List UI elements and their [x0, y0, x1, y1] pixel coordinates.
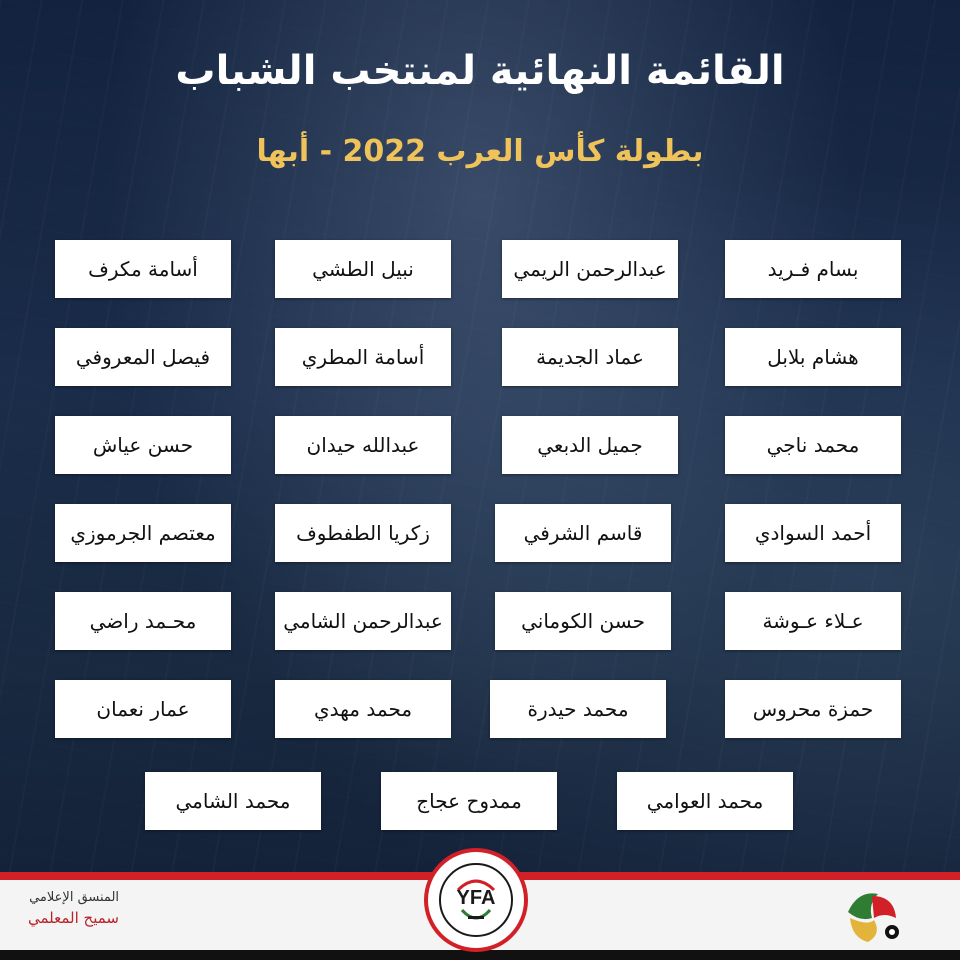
player-card: عبدالله حيدان: [275, 416, 451, 474]
youth-team-logo-icon: [838, 882, 904, 948]
player-card: محمد ناجي: [725, 416, 901, 474]
coordinator-role: المنسق الإعلامي: [29, 890, 120, 905]
player-card: عـلاء عـوشة: [725, 592, 901, 650]
player-card: محـمد راضي: [55, 592, 231, 650]
player-card: حسن عياش: [55, 416, 231, 474]
player-card: عبدالرحمن الشامي: [275, 592, 451, 650]
player-card: أسامة المطري: [275, 328, 451, 386]
player-card: زكريا الطفطوف: [275, 504, 451, 562]
player-card: نبيل الطشي: [275, 240, 451, 298]
coordinator-name: سميح المعلمي: [28, 909, 120, 927]
player-card: حمزة محروس: [725, 680, 901, 738]
player-card: معتصم الجرموزي: [55, 504, 231, 562]
player-card: محمد العوامي: [617, 772, 793, 830]
player-card: محمد الشامي: [145, 772, 321, 830]
media-coordinator: [28, 890, 119, 927]
player-card: جميل الدبعي: [502, 416, 678, 474]
player-card: محمد مهدي: [275, 680, 451, 738]
page-title: القائمة النهائية لمنتخب الشباب: [175, 48, 785, 94]
player-card: أحمد السوادي: [725, 504, 901, 562]
player-card: فيصل المعروفي: [55, 328, 231, 386]
emblem-text: YFA: [456, 887, 496, 909]
player-card: عمار نعمان: [55, 680, 231, 738]
player-card: حسن الكوماني: [495, 592, 671, 650]
player-card: عبدالرحمن الريمي: [502, 240, 678, 298]
player-card: عماد الجديمة: [502, 328, 678, 386]
player-card: محمد حيدرة: [490, 680, 666, 738]
yfa-emblem-graphic: [436, 860, 516, 940]
player-card: بسام فـريد: [725, 240, 901, 298]
page-subtitle: بطولة كأس العرب 2022 - أبها: [256, 134, 704, 169]
player-card: قاسم الشرفي: [495, 504, 671, 562]
player-card: أسامة مكرف: [55, 240, 231, 298]
player-card: هشام بلابل: [725, 328, 901, 386]
yfa-emblem-icon: [424, 848, 528, 952]
player-card: ممدوح عجاج: [381, 772, 557, 830]
